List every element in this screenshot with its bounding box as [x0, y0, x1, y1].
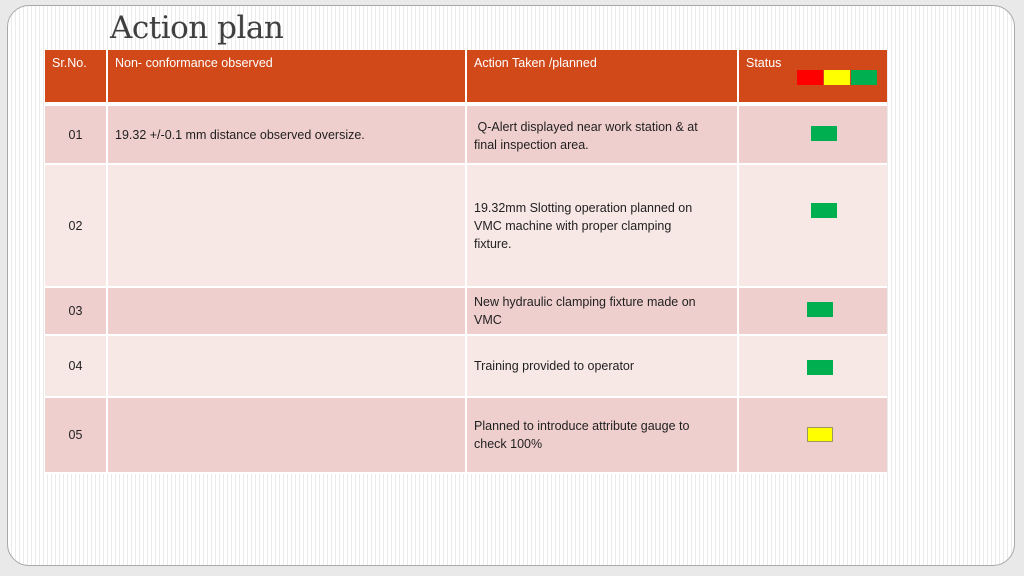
- action-cell: [466, 397, 738, 473]
- action-line: Planned to introduce attribute gauge to: [474, 419, 690, 433]
- action-line: VMC: [474, 313, 502, 327]
- sr-no-cell: 03: [45, 287, 107, 335]
- header-row: [45, 50, 887, 104]
- status-cell: [738, 335, 887, 397]
- sr-no-cell: 01: [45, 104, 107, 164]
- action-line: VMC machine with proper clamping: [474, 219, 672, 233]
- status-indicator: [807, 360, 833, 375]
- slide: [7, 5, 1015, 566]
- header-status: [738, 50, 887, 104]
- action-line: New hydraulic clamping fixture made on: [474, 295, 696, 309]
- action-cell: [466, 287, 738, 335]
- action-line: Q-Alert displayed near work station & at: [474, 120, 698, 134]
- header-non-conformance: Non- conformance observed: [107, 50, 466, 104]
- table-row: [45, 397, 887, 473]
- legend-red-swatch: [797, 70, 823, 85]
- status-cell: [738, 164, 887, 287]
- non-conformance-cell: [107, 287, 466, 335]
- action-line: Training provided to operator: [474, 359, 635, 373]
- action-line: 19.32mm Slotting operation planned on: [474, 201, 693, 215]
- status-indicator: [811, 203, 837, 218]
- table-row: [45, 287, 887, 335]
- non-conformance-cell: 19.32 +/-0.1 mm distance observed oversize.: [107, 104, 466, 164]
- status-cell: [738, 287, 887, 335]
- table-row: [45, 335, 887, 397]
- table-row: [45, 104, 887, 164]
- table-row: [45, 164, 887, 287]
- header-action-taken: Action Taken /planned: [466, 50, 738, 104]
- legend-green-swatch: [851, 70, 877, 85]
- status-legend: [797, 70, 877, 85]
- action-line: check 100%: [474, 437, 543, 451]
- sr-no-cell: 02: [45, 164, 107, 287]
- status-indicator: [811, 126, 837, 141]
- action-plan-table: [45, 50, 887, 474]
- legend-yellow-swatch: [824, 70, 850, 85]
- header-status-label: Status: [746, 56, 782, 70]
- action-cell: [466, 335, 738, 397]
- status-cell: [738, 104, 887, 164]
- header-sr-no: Sr.No.: [45, 50, 107, 104]
- non-conformance-cell: [107, 335, 466, 397]
- status-indicator: [807, 302, 833, 317]
- status-cell: [738, 397, 887, 473]
- page-title: Action plan: [110, 10, 284, 46]
- sr-no-cell: 04: [45, 335, 107, 397]
- action-cell: [466, 104, 738, 164]
- action-cell: [466, 164, 738, 287]
- non-conformance-cell: [107, 164, 466, 287]
- status-indicator: [807, 427, 833, 442]
- sr-no-cell: 05: [45, 397, 107, 473]
- non-conformance-cell: [107, 397, 466, 473]
- action-line: final inspection area.: [474, 138, 589, 152]
- action-line: fixture.: [474, 237, 512, 251]
